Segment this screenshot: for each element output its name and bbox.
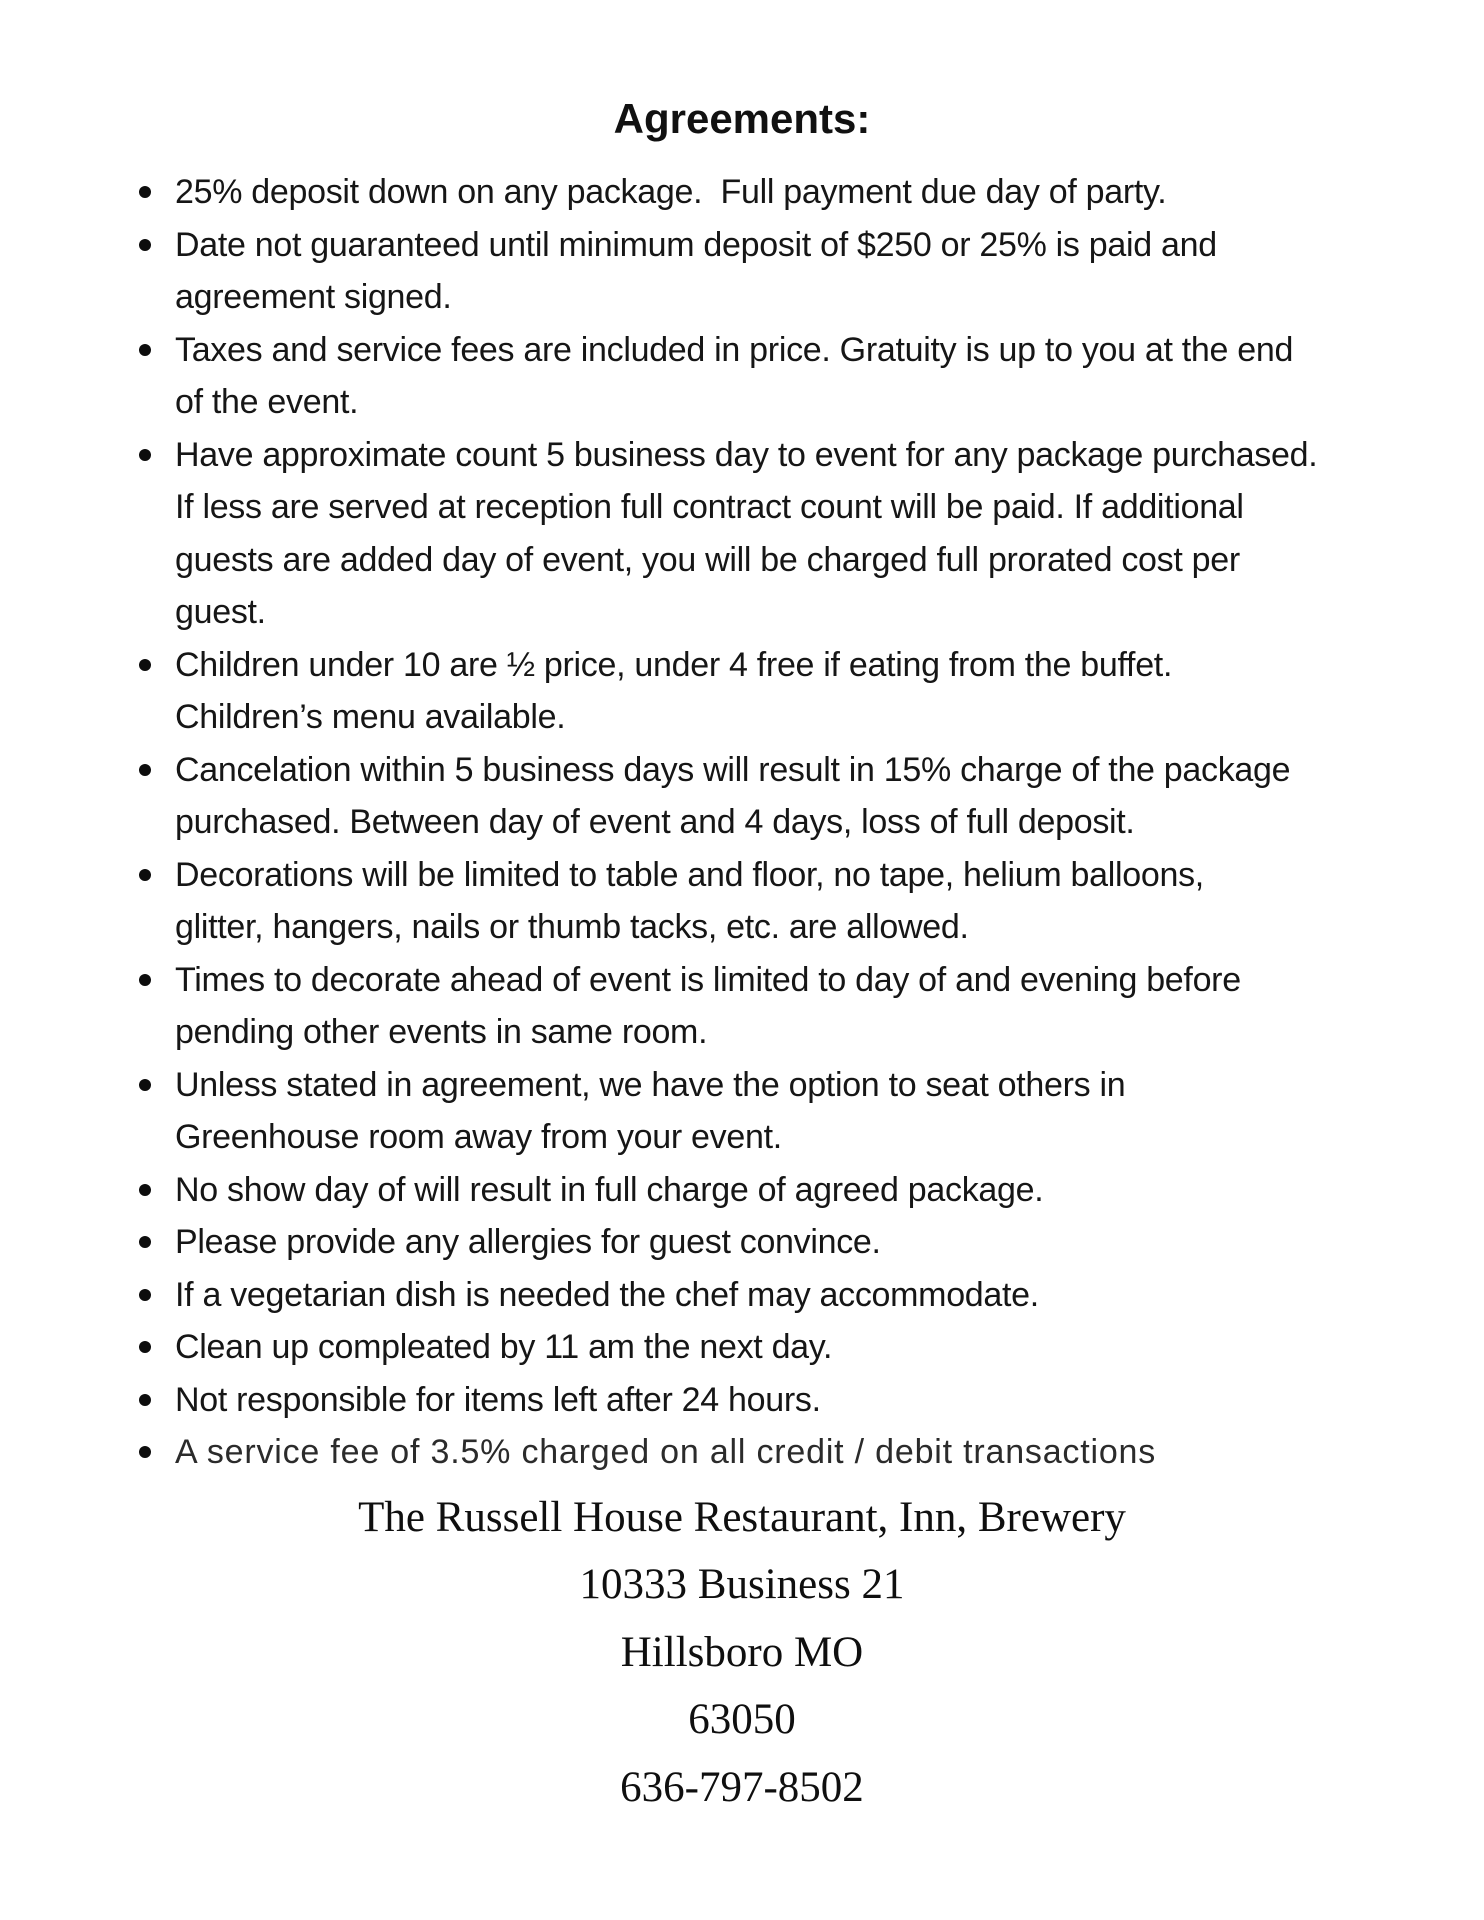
bullet-line: 25% deposit down on any package. Full payment due day of party. <box>175 173 1167 211</box>
bullet-item <box>175 1216 1484 1269</box>
bullet-item <box>175 639 1484 744</box>
bullet-line: guest. <box>175 593 266 631</box>
bullet-item <box>175 1321 1484 1374</box>
bullet-line: of the event. <box>175 383 359 421</box>
bullet-line: Have approximate count 5 business day to event for any package purchased. <box>175 435 1318 474</box>
bullet-line: Children under 10 are ½ price, under 4 free if eating from the buffet. <box>175 645 1173 684</box>
page-title: Agreements: <box>613 95 871 142</box>
bullet-item <box>175 429 1484 639</box>
bullet-item <box>175 166 1484 219</box>
bullet-item <box>175 954 1484 1059</box>
bullet-item <box>175 849 1484 954</box>
bullet-line: agreement signed. <box>175 278 452 316</box>
bullet-item <box>175 1059 1484 1164</box>
bullet-line: Decorations will be limited to table and floor, no tape, helium balloons, <box>175 855 1204 894</box>
bullet-line: If a vegetarian dish is needed the chef may accommodate. <box>175 1275 1039 1314</box>
bullet-item <box>175 324 1484 429</box>
bullet-item <box>175 1374 1484 1427</box>
agreements-list <box>175 166 1484 1479</box>
bullet-line: Date not guaranteed until minimum deposit of $250 or 25% is paid and <box>175 225 1217 264</box>
bullet-line: Not responsible for items left after 24 hours. <box>175 1380 821 1419</box>
footer-line: 636-797-8502 <box>620 1763 864 1811</box>
footer-line: 63050 <box>688 1696 796 1743</box>
bullet-line: Times to decorate ahead of event is limited to day of and evening before <box>175 960 1241 999</box>
bullet-line: A service fee of 3.5% charged on all credit / debit transactions <box>175 1433 1157 1471</box>
bullet-line: glitter, hangers, nails or thumb tacks, etc. are allowed. <box>175 908 969 946</box>
bullet-line: Cancelation within 5 business days will result in 15% charge of the package <box>175 750 1291 789</box>
bullet-line: Taxes and service fees are included in price. Gratuity is up to you at the end <box>175 330 1294 369</box>
bullet-line: Children’s menu available. <box>175 698 566 736</box>
footer-line: Hillsboro MO <box>620 1628 864 1676</box>
bullet-line: Unless stated in agreement, we have the option to seat others in <box>175 1065 1126 1104</box>
bullet-item <box>175 744 1484 849</box>
bullet-line: pending other events in same room. <box>175 1013 708 1051</box>
bullet-item <box>175 1426 1484 1479</box>
footer-line: 10333 Business 21 <box>579 1561 905 1608</box>
bullet-line: Greenhouse room away from your event. <box>175 1118 782 1156</box>
bullet-line: Clean up compleated by 11 am the next day. <box>175 1328 833 1366</box>
bullet-line: No show day of will result in full charge of agreed package. <box>175 1170 1044 1209</box>
bullet-line: purchased. Between day of event and 4 days, loss of full deposit. <box>175 803 1135 841</box>
bullet-line: Please provide any allergies for guest convince. <box>175 1223 881 1261</box>
bullet-item <box>175 1269 1484 1322</box>
footer-address <box>0 1484 1484 1822</box>
bullet-line: If less are served at reception full contract count will be paid. If additional <box>175 488 1244 526</box>
footer-line: The Russell House Restaurant, Inn, Brewery <box>358 1493 1126 1541</box>
bullet-line: guests are added day of event, you will be charged full prorated cost per <box>175 540 1240 579</box>
bullet-item <box>175 219 1484 324</box>
bullet-item <box>175 1164 1484 1217</box>
